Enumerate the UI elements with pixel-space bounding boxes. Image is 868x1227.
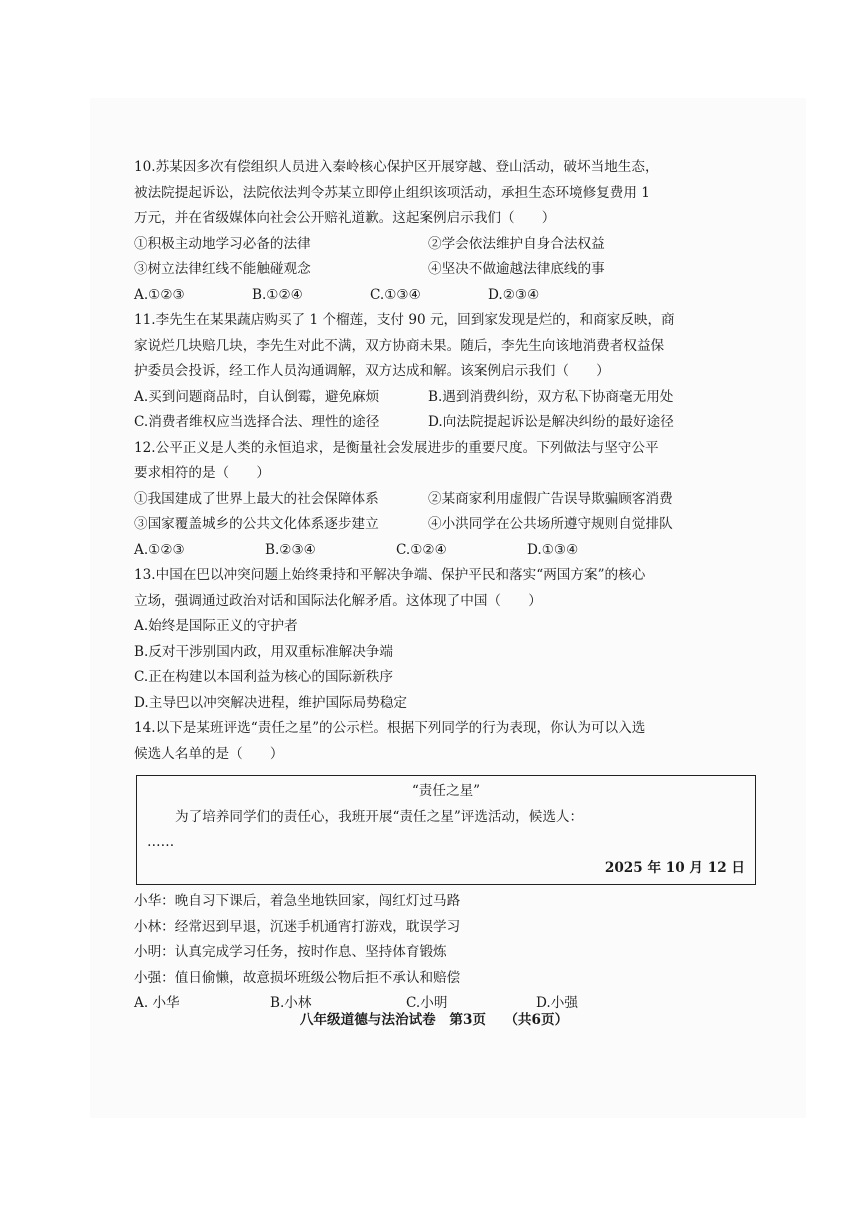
student-behavior: 小强：值日偷懒，故意损坏班级公物后拒不承认和赔偿: [134, 969, 461, 986]
notice-date: 2025 年 10 月 12 日: [604, 859, 745, 876]
statement-option: ④小洪同学在公共场所遵守规则自觉排队: [428, 516, 673, 532]
answer-choice-a: A.①②③: [134, 541, 185, 558]
answer-choice-d: D.小强: [536, 995, 578, 1011]
question-text-line: 14.以下是某班评选“责任之星”的公示栏。根据下列同学的行为表现，你认为可以入选: [134, 720, 646, 736]
page-footer: 八年级道德与法治试卷 第3页 （共6页）: [299, 1012, 569, 1028]
answer-choice-b: B.反对干涉别国内政，用双重标准解决争端: [134, 643, 393, 660]
question-text-line: 候选人名单的是（ ）: [134, 745, 284, 762]
answer-choice-b: B.小林: [270, 995, 312, 1011]
question-text-line: 护委员会投诉，经工作人员沟通调解，双方达成和解。该案例启示我们（ ）: [134, 363, 610, 379]
question-text-line: 12.公平正义是人类的永恒追求，是衡量社会发展进步的重要尺度。下列做法与坚守公平: [134, 439, 659, 456]
answer-choice-b: B.②③④: [265, 541, 316, 558]
notice-title: “责任之星”: [411, 783, 481, 799]
student-behavior: 小华：晚自习下课后，着急坐地铁回家，闯红灯过马路: [134, 893, 461, 909]
answer-choice-c: C.①③④: [370, 286, 421, 303]
answer-choice-a: A. 小华: [134, 995, 180, 1011]
question-text-line: 10.苏某因多次有偿组织人员进入秦岭核心保护区开展穿越、登山活动，破坏当地生态，: [134, 159, 659, 175]
question-13: [134, 563, 762, 716]
question-12: [134, 436, 762, 564]
question-text-line: 13.中国在巴以冲突问题上始终秉持和平解决争端、保护平民和落实“两国方案”的核心: [134, 567, 646, 583]
answer-choice-a: A.始终是国际正义的守护者: [134, 618, 298, 634]
answer-choice-d: D.向法院提起诉讼是解决纠纷的最好途径: [428, 414, 674, 430]
student-behavior: 小明：认真完成学习任务，按时作息、坚持体育锻炼: [134, 944, 447, 960]
question-text-line: 立场，强调通过政治对话和国际法化解矛盾。这体现了中国（ ）: [134, 592, 542, 609]
question-text-line: 要求相符的是（ ）: [134, 465, 270, 481]
answer-choice-c: C.①②④: [396, 541, 447, 558]
answer-choice-d: D.①③④: [527, 541, 579, 558]
statement-option: ②某商家利用虚假广告误导欺骗顾客消费: [428, 490, 673, 507]
answer-choice-c: C.消费者维权应当选择合法、理性的途径: [134, 414, 380, 430]
statement-option: ②学会依法维护自身合法权益: [428, 235, 605, 252]
notice-intro: 为了培养同学们的责任心，我班开展“责任之星”评选活动，候选人：: [175, 808, 584, 825]
answer-choice-c: C.小明: [406, 995, 448, 1011]
answer-choice-b: B.遇到消费纠纷，双方私下协商毫无用处: [428, 388, 674, 405]
answer-choice-a: A.买到问题商品时，自认倒霉，避免麻烦: [134, 388, 380, 405]
answer-choice-c: C.正在构建以本国利益为核心的国际新秩序: [134, 669, 393, 685]
statement-option: ④坚决不做逾越法律底线的事: [428, 261, 605, 277]
statement-option: ③树立法律红线不能触碰观念: [134, 261, 311, 277]
statement-option: ③国家覆盖城乡的公共文化体系逐步建立: [134, 516, 379, 532]
question-text-line: 被法院提起诉讼，法院依法判令苏某立即停止组织该项活动，承担生态环境修复费用 1: [134, 184, 650, 201]
statement-option: ①积极主动地学习必备的法律: [134, 235, 311, 252]
answer-choice-d: D.主导巴以冲突解决进程，维护国际局势稳定: [134, 694, 408, 711]
question-text-line: 万元，并在省级媒体向社会公开赔礼道歉。这起案例启示我们（ ）: [134, 210, 556, 226]
question-10: [134, 155, 762, 308]
question-14: [134, 716, 762, 1017]
question-text-line: 家说烂几块赔几块，李先生对此不满，双方协商未果。随后，李先生向该地消费者权益保: [134, 337, 665, 354]
question-text-line: 11.李先生在某果蔬店购买了 1 个榴莲，支付 90 元，回到家发现是烂的，和商家反映，商: [134, 312, 675, 328]
statement-option: ①我国建成了世界上最大的社会保障体系: [134, 490, 379, 507]
question-11: [134, 308, 762, 436]
answer-choice-b: B.①②④: [252, 286, 303, 303]
exam-content: [134, 155, 762, 1017]
notice-ellipsis: ……: [147, 834, 175, 850]
notice-board-box: [136, 775, 756, 885]
answer-choice-d: D.②③④: [488, 286, 540, 303]
answer-choice-a: A.①②③: [134, 286, 185, 303]
student-behavior: 小林：经常迟到早退，沉迷手机通宵打游戏，耽误学习: [134, 918, 461, 935]
